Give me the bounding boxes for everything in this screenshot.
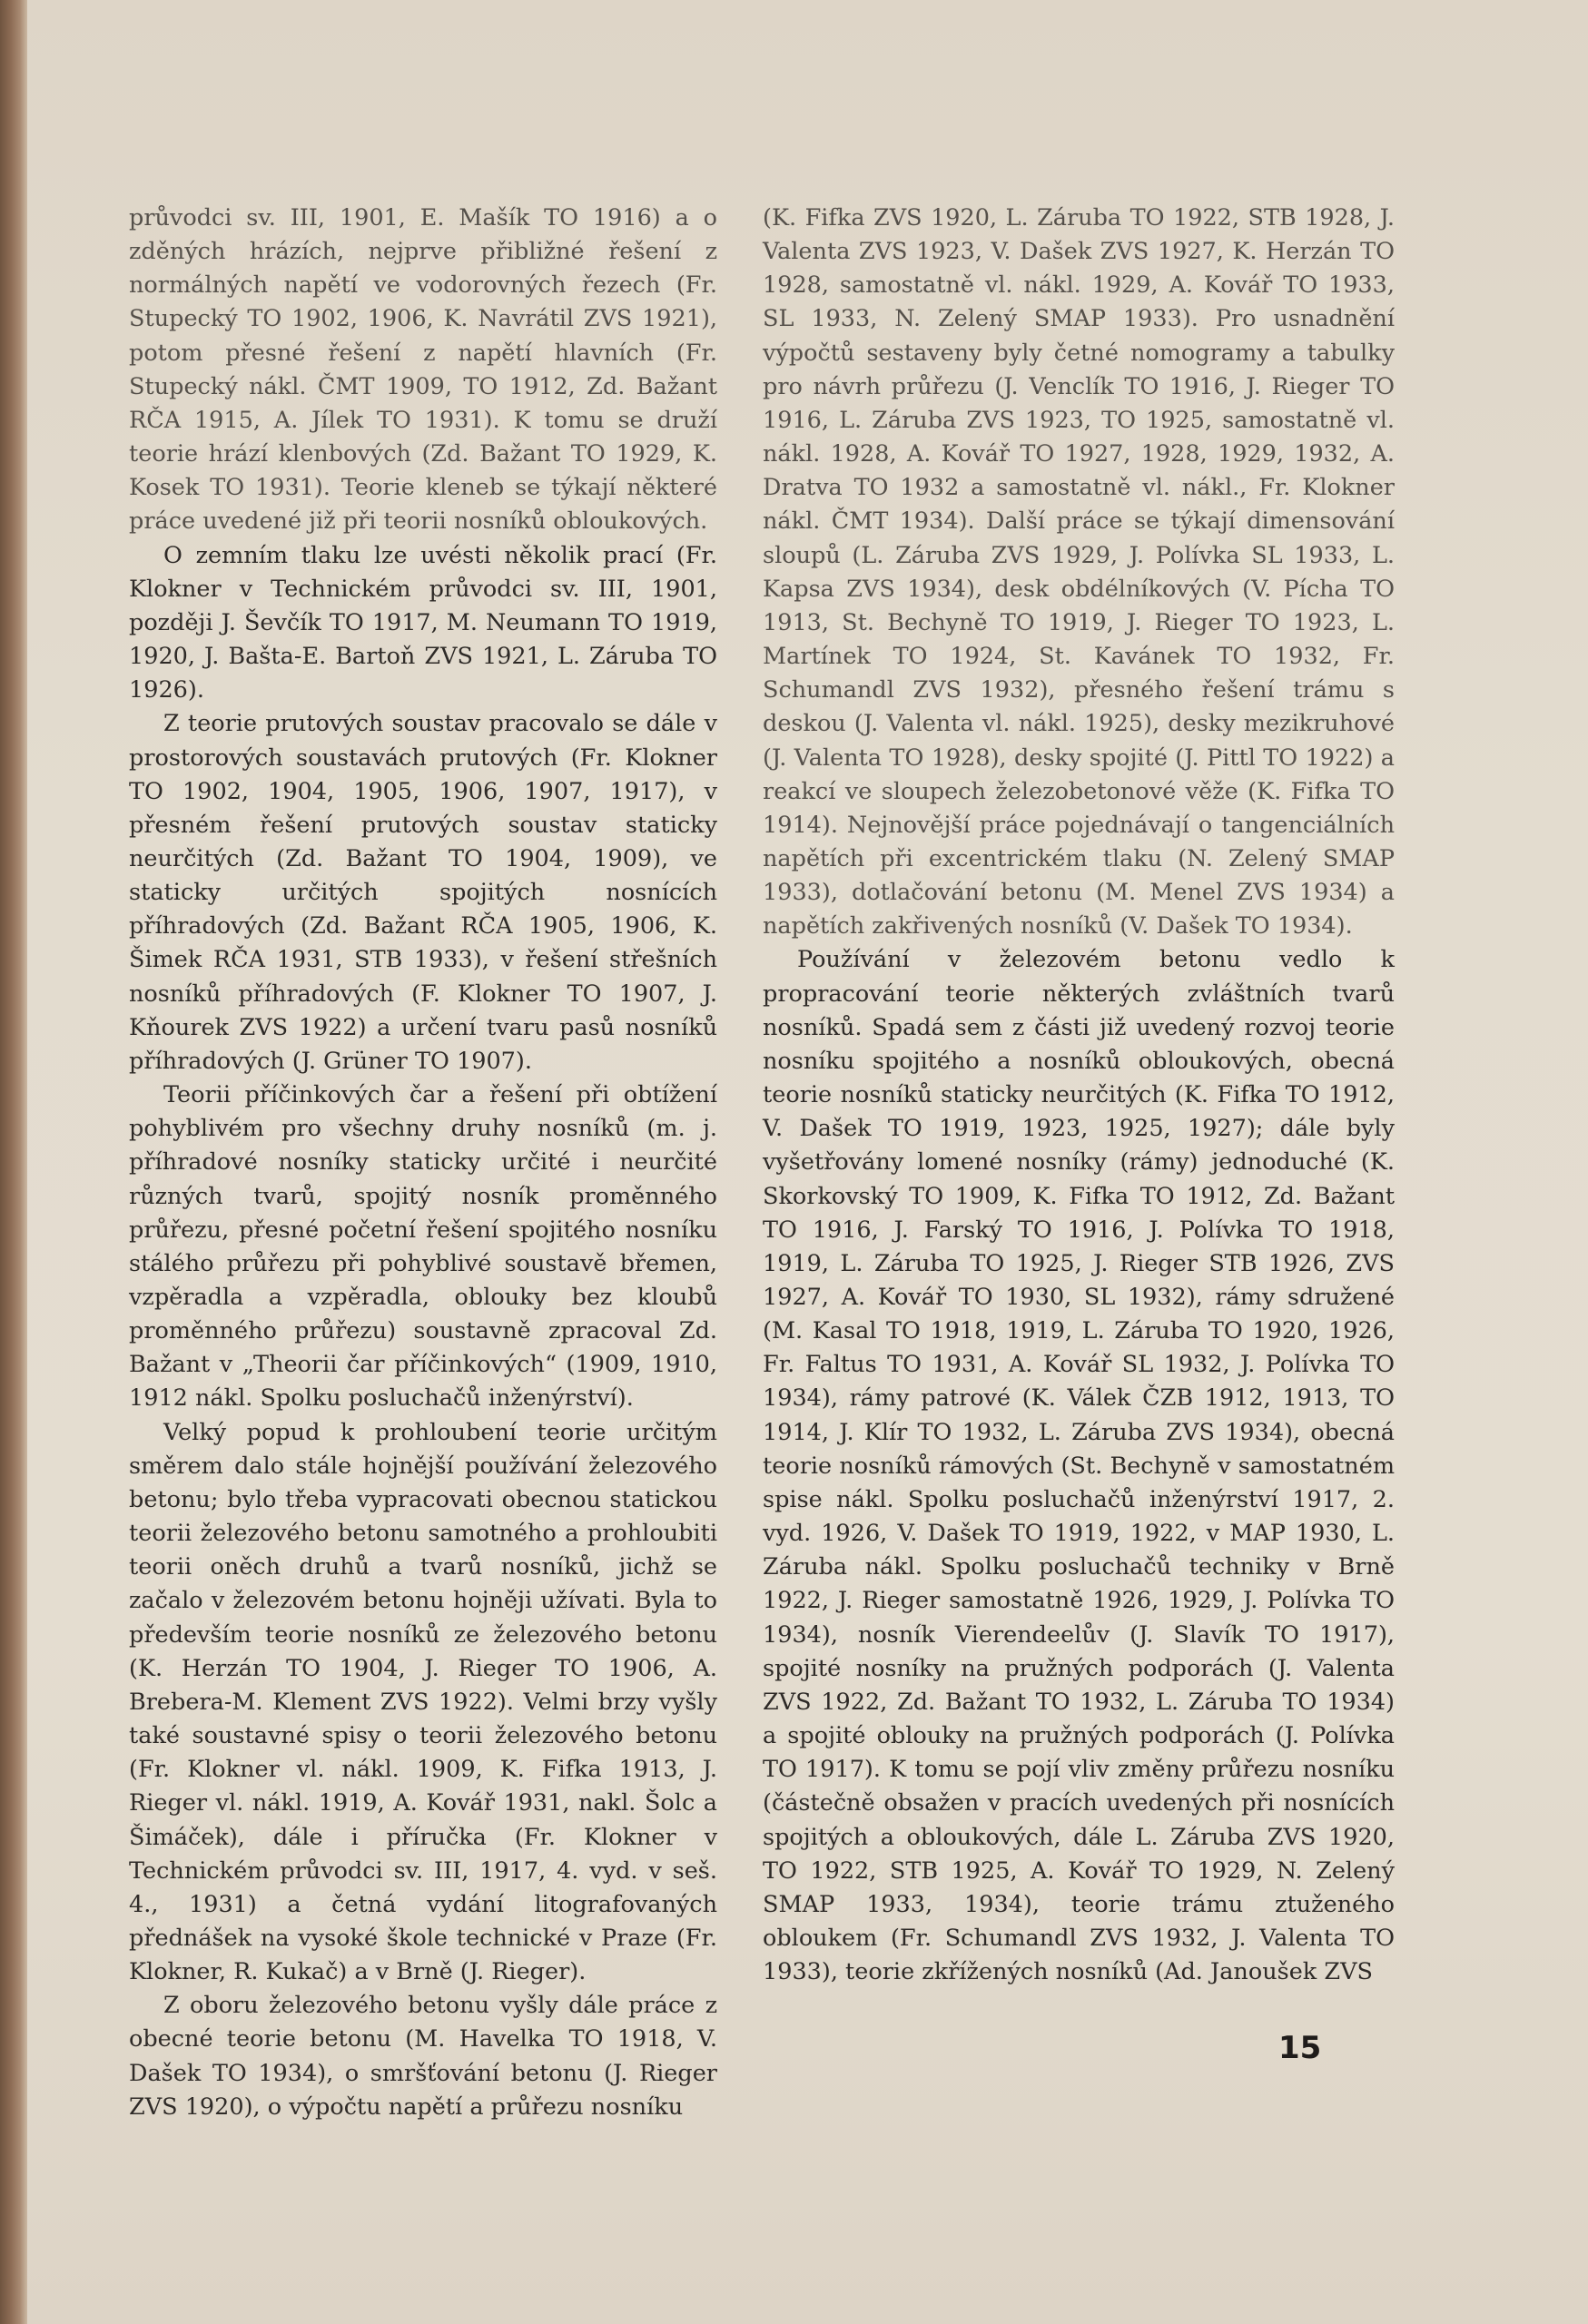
- paragraph-dams-continuation: průvodci sv. III, 1901, E. Mašík TO 1916) a o zděných hrázích, nejprve přibližné řešení z normálných napětí ve vodorovných řezech (Fr. Stupecký TO 1902, 1906, K. Navrátil ZVS 1921), potom přesné řešení z napětí hlavních (Fr. Stupecký nákl. ČMT 1909, TO 1912, Zd. Bažant RČA 1915, A. Jílek TO 1931). K tomu se druží teorie hrází klenbových (Zd. Bažant TO 1929, K. Kosek TO 1931). Teorie kleneb se týkají některé práce uvedené již při teorii nosníků obloukových.: [129, 204, 717, 536]
- paragraph-section-design: (K. Fifka ZVS 1920, L. Záruba TO 1922, STB 1928, J. Valenta ZVS 1923, V. Dašek ZVS 1927, K. Herzán TO 1928, samostatně vl. nákl. 1929, A. Kovář TO 1933, SL 1933, N. Zelený SMAP 1933). Pro usnadnění výpočtů sestaveny byly četné nomogramy a tabulky pro návrh průřezu (J. Venclík TO 1916, J. Rieger TO 1916, L. Záruba ZVS 1923, TO 1925, samostatně vl. nákl. 1928, A. Kovář TO 1927, 1928, 1929, 1932, A. Dratva TO 1932 a samostatně vl. nákl., Fr. Klokner nákl. ČMT 1934). Další práce se týkají dimensování sloupů (L. Záruba ZVS 1929, J. Polívka SL 1933, L. Kapsa ZVS 1934), desk obdélníkových (V. Pícha TO 1913, St. Bechyně TO 1919, J. Rieger TO 1923, L. Martínek TO 1924, St. Kavánek TO 1932, Fr. Schumandl ZVS 1932), přesného řešení trámu s deskou (J. Valenta vl. nákl. 1925), desky mezikruhové (J. Valenta TO 1928), desky spojité (J. Pittl TO 1922) a reakcí ve sloupech železobetonové věže (K. Fifka TO 1914). Nejnovější práce pojednávají o tangenciálních napětích při excentrickém tlaku (N. Zelený SMAP 1933), dotlačování betonu (M. Menel ZVS 1934) a napětích zakřivených nosníků (V. Dašek TO 1934).: [763, 204, 1395, 940]
- paragraph-reinforced-concrete: Velký popud k prohloubení teorie určitým směrem dalo stále hojnější používání železového betonu; bylo třeba vypracovati obecnou statickou teorii železového betonu samotného a prohloubiti teorii oněch druhů a tvarů nosníků, jichž se začalo v železovém betonu hojněji užívati. Byla to především teorie nosníků ze železového betonu (K. Herzán TO 1904, J. Rieger TO 1906, A. Brebera-M. Klement ZVS 1922). Velmi brzy vyšly také soustavné spisy o teorii železového betonu (Fr. Klokner vl. nákl. 1909, K. Fifka 1913, J. Rieger vl. nákl. 1919, A. Kovář 1931, nakl. Šolc a Šimáček), dále i příručka (Fr. Klokner v Technickém průvodci sv. III, 1917, 4. vyd. v seš. 4., 1931) a četná vydání litografovaných přednášek na vysoké škole technické v Praze (Fr. Klokner, R. Kukač) a v Brně (J. Rieger).: [129, 1418, 717, 1986]
- book-page: [27, 0, 1588, 2324]
- paragraph-truss-systems: Z teorie prutových soustav pracovalo se dále v prostorových soustavách prutových (Fr. Klokner TO 1902, 1904, 1905, 1906, 1907, 1917), v přesném řešení prutových soustav staticky neurčitých (Zd. Bažant TO 1904, 1909), ve staticky určitých spojitých nosnících příhradových (Zd. Bažant RČA 1905, 1906, K. Šimek RČA 1931, STB 1933), v řešení střešních nosníků příhradových (F. Klokner TO 1907, J. Kňourek ZVS 1922) a určení tvaru pasů nosníků příhradových (J. Grüner TO 1907).: [129, 710, 717, 1075]
- paragraph-special-beam-shapes: Používání v železovém betonu vedlo k propracování teorie některých zvláštních tvarů nosníků. Spadá sem z části již uvedený rozvoj teorie nosníku spojitého a nosníků obloukových, obecná teorie nosníků staticky neurčitých (K. Fifka TO 1912, V. Dašek TO 1919, 1923, 1925, 1927); dále byly vyšetřovány lomené nosníky (rámy) jednoduché (K. Skorkovský TO 1909, K. Fifka TO 1912, Zd. Bažant TO 1916, J. Farský TO 1916, J. Polívka TO 1918, 1919, L. Záruba TO 1925, J. Rieger STB 1926, ZVS 1927, A. Kovář TO 1930, SL 1932), rámy sdružené (M. Kasal TO 1918, 1919, L. Záruba TO 1920, 1926, Fr. Faltus TO 1931, A. Kovář SL 1932, J. Polívka TO 1934), rámy patrové (K. Válek ČZB 1912, 1913, TO 1914, J. Klír TO 1932, L. Záruba ZVS 1934), obecná teorie nosníků rámových (St. Bechyně v samostatném spise nákl. Spolku posluchačů inženýrství 1917, 2. vyd. 1926, V. Dašek TO 1919, 1922, v MAP 1930, L. Záruba nákl. Spolku posluchačů techniky v Brně 1922, J. Rieger samostatně 1926, 1929, J. Polívka TO 1934), nosník Vierendeelův (J. Slavík TO 1917), spojité nosníky na pružných podporách (J. Valenta ZVS 1922, Zd. Bažant TO 1932, L. Záruba TO 1934) a spojité oblouky na pružných podporách (J. Polívka TO 1917). K tomu se pojí vliv změny průřezu nosníku (částečně obsažen v pracích uvedených při nosnících spojitých a obloukových, dále L. Záruba ZVS 1920, TO 1922, STB 1925, A. Kovář TO 1929, N. Zelený SMAP 1933, 1934), teorie trámu ztuženého obloukem (Fr. Schumandl ZVS 1932, J. Valenta TO 1933), teorie zkřížených nosníků (Ad. Janoušek ZVS: [763, 946, 1395, 1986]
- left-text-column: [129, 202, 717, 2124]
- paragraph-influence-lines: Teorii příčinkových čar a řešení při obtížení pohyblivém pro všechny druhy nosníků (m. j. příhradové nosníky staticky určité i neurčité různých tvarů, spojitý nosník proměnného průřezu, přesné početní řešení spojitého nosníku stálého průřezu při pohyblivé soustavě břemen, vzpěradla a vzpěradla, oblouky bez kloubů proměnného průřezu) soustavně zpracoval Zd. Bažant v „Theorii čar příčinkových“ (1909, 1910, 1912 nákl. Spolku posluchačů inženýrství).: [129, 1081, 717, 1413]
- paragraph-concrete-works: Z oboru železového betonu vyšly dále práce z obecné teorie betonu (M. Havelka TO 1918, V. Dašek TO 1934), o smršťování betonu (J. Rieger ZVS 1920), o výpočtu napětí a průřezu nosníku: [129, 1992, 717, 2121]
- paragraph-earth-pressure: O zemním tlaku lze uvésti několik prací (Fr. Klokner v Technickém průvodci sv. III, 1901, později J. Ševčík TO 1917, M. Neumann TO 1919, 1920, J. Bašta-E. Bartoň ZVS 1921, L. Záruba TO 1926).: [129, 541, 717, 704]
- right-text-column: [763, 202, 1395, 1989]
- page-number: 15: [1278, 2030, 1322, 2066]
